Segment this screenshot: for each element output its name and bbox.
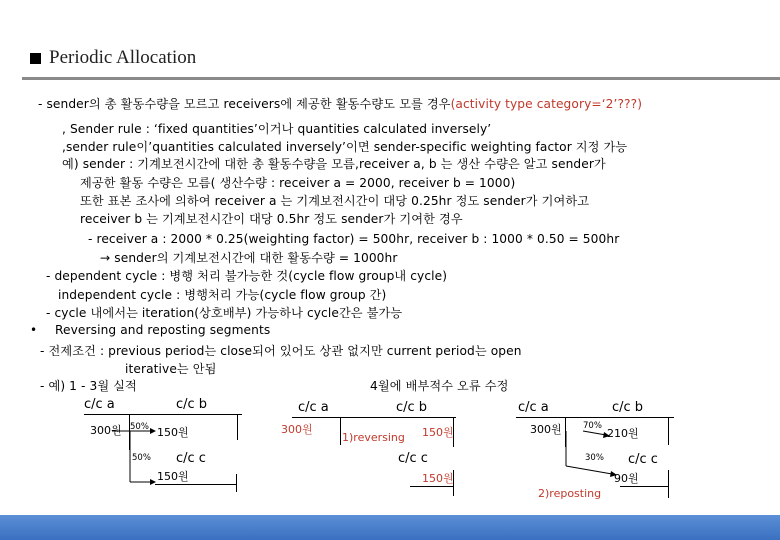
amount-a: 300원	[530, 423, 562, 436]
body-line: - dependent cycle : 병행 처리 불가능한 것(cycle flow group내 cycle)	[46, 269, 448, 283]
body-line: → sender의 기계보전시간에 대한 활동수량 = 1000hr	[100, 251, 398, 265]
cc-c-label: c/c c	[176, 451, 206, 466]
percent-b: 50%	[130, 422, 149, 432]
body-line: 예) sender : 기계보전시간에 대한 총 활동수량을 모름,receiver a, b 는 생산 수량은 알고 sender가	[62, 157, 606, 171]
amount-c: 150원	[422, 472, 454, 485]
cc-a-label: c/c a	[84, 397, 115, 412]
body-line: 또한 표본 조사에 의하여 receiver a 는 기계보전시간이 대당 0.25hr 정도 sender가 기여하고	[80, 194, 590, 208]
cc-b-label: c/c b	[612, 400, 644, 415]
body-line: , Sender rule : ‘fixed quantities’이거나 quantities calculated inversely’	[62, 122, 492, 136]
reversing-note: 1)reversing	[342, 431, 405, 444]
percent-b: 70%	[583, 421, 602, 431]
body-line: independent cycle : 병행처리 가능(cycle flow group 간)	[58, 288, 387, 302]
amount-a: 300원	[90, 424, 122, 437]
percent-c: 30%	[585, 453, 604, 463]
amount-b: 150원	[157, 426, 189, 439]
body-line: 4월에 배부적수 오류 수정	[370, 379, 509, 393]
amount-b: 210원	[607, 427, 639, 440]
cc-a-label: c/c a	[518, 400, 549, 415]
reposting-note: 2)reposting	[538, 487, 602, 500]
percent-c: 50%	[132, 453, 151, 463]
cc-b-label: c/c b	[176, 397, 208, 412]
cc-c-label: c/c c	[398, 451, 428, 466]
bullet-dot-icon: •	[30, 323, 38, 337]
body-line: receiver b 는 기계보전시간이 대당 0.5hr 정도 sender가 기여한 경우	[80, 212, 463, 226]
body-line: - 전제조건 : previous period는 close되어 있어도 상관 없지만 current period는 open	[40, 344, 522, 358]
amount-c: 90원	[614, 472, 639, 485]
amount-c: 150원	[157, 470, 189, 483]
slide-title: Periodic Allocation	[49, 47, 197, 68]
cc-b-label: c/c b	[396, 400, 428, 415]
body-line: ,sender rule이’quantities calculated inversely’이면 sender-specific weighting factor 지정 가능	[62, 140, 628, 154]
amount-b: 150원	[422, 426, 454, 439]
cc-c-label: c/c c	[628, 452, 658, 467]
body-line: iterative는 안됨	[125, 362, 217, 376]
arrowhead-icon	[150, 479, 156, 485]
cc-a-label: c/c a	[298, 400, 329, 415]
amount-a: 300원	[281, 423, 313, 436]
body-line: - receiver a : 2000 * 0.25(weighting factor) = 500hr, receiver b : 1000 * 0.50 = 500hr	[88, 232, 620, 246]
body-line: - sender의 총 활동수량을 모르고 receivers에 제공한 활동수량도 모를 경우(activity type category=‘2’???)	[38, 97, 643, 111]
body-line: 제공한 활동 수량은 모름( 생산수량 : receiver a = 2000, receiver b = 1000)	[80, 176, 516, 190]
arrow-line	[566, 466, 612, 474]
body-line: - cycle 내에서는 iteration(상호배부) 가능하나 cycle간은 불가능	[46, 306, 403, 320]
arrowhead-icon	[150, 428, 156, 434]
footer-bar	[0, 515, 780, 540]
arrow-line	[583, 431, 606, 435]
body-line: - 예) 1 - 3월 실적	[40, 379, 137, 393]
section-heading: Reversing and reposting segments	[55, 323, 271, 337]
